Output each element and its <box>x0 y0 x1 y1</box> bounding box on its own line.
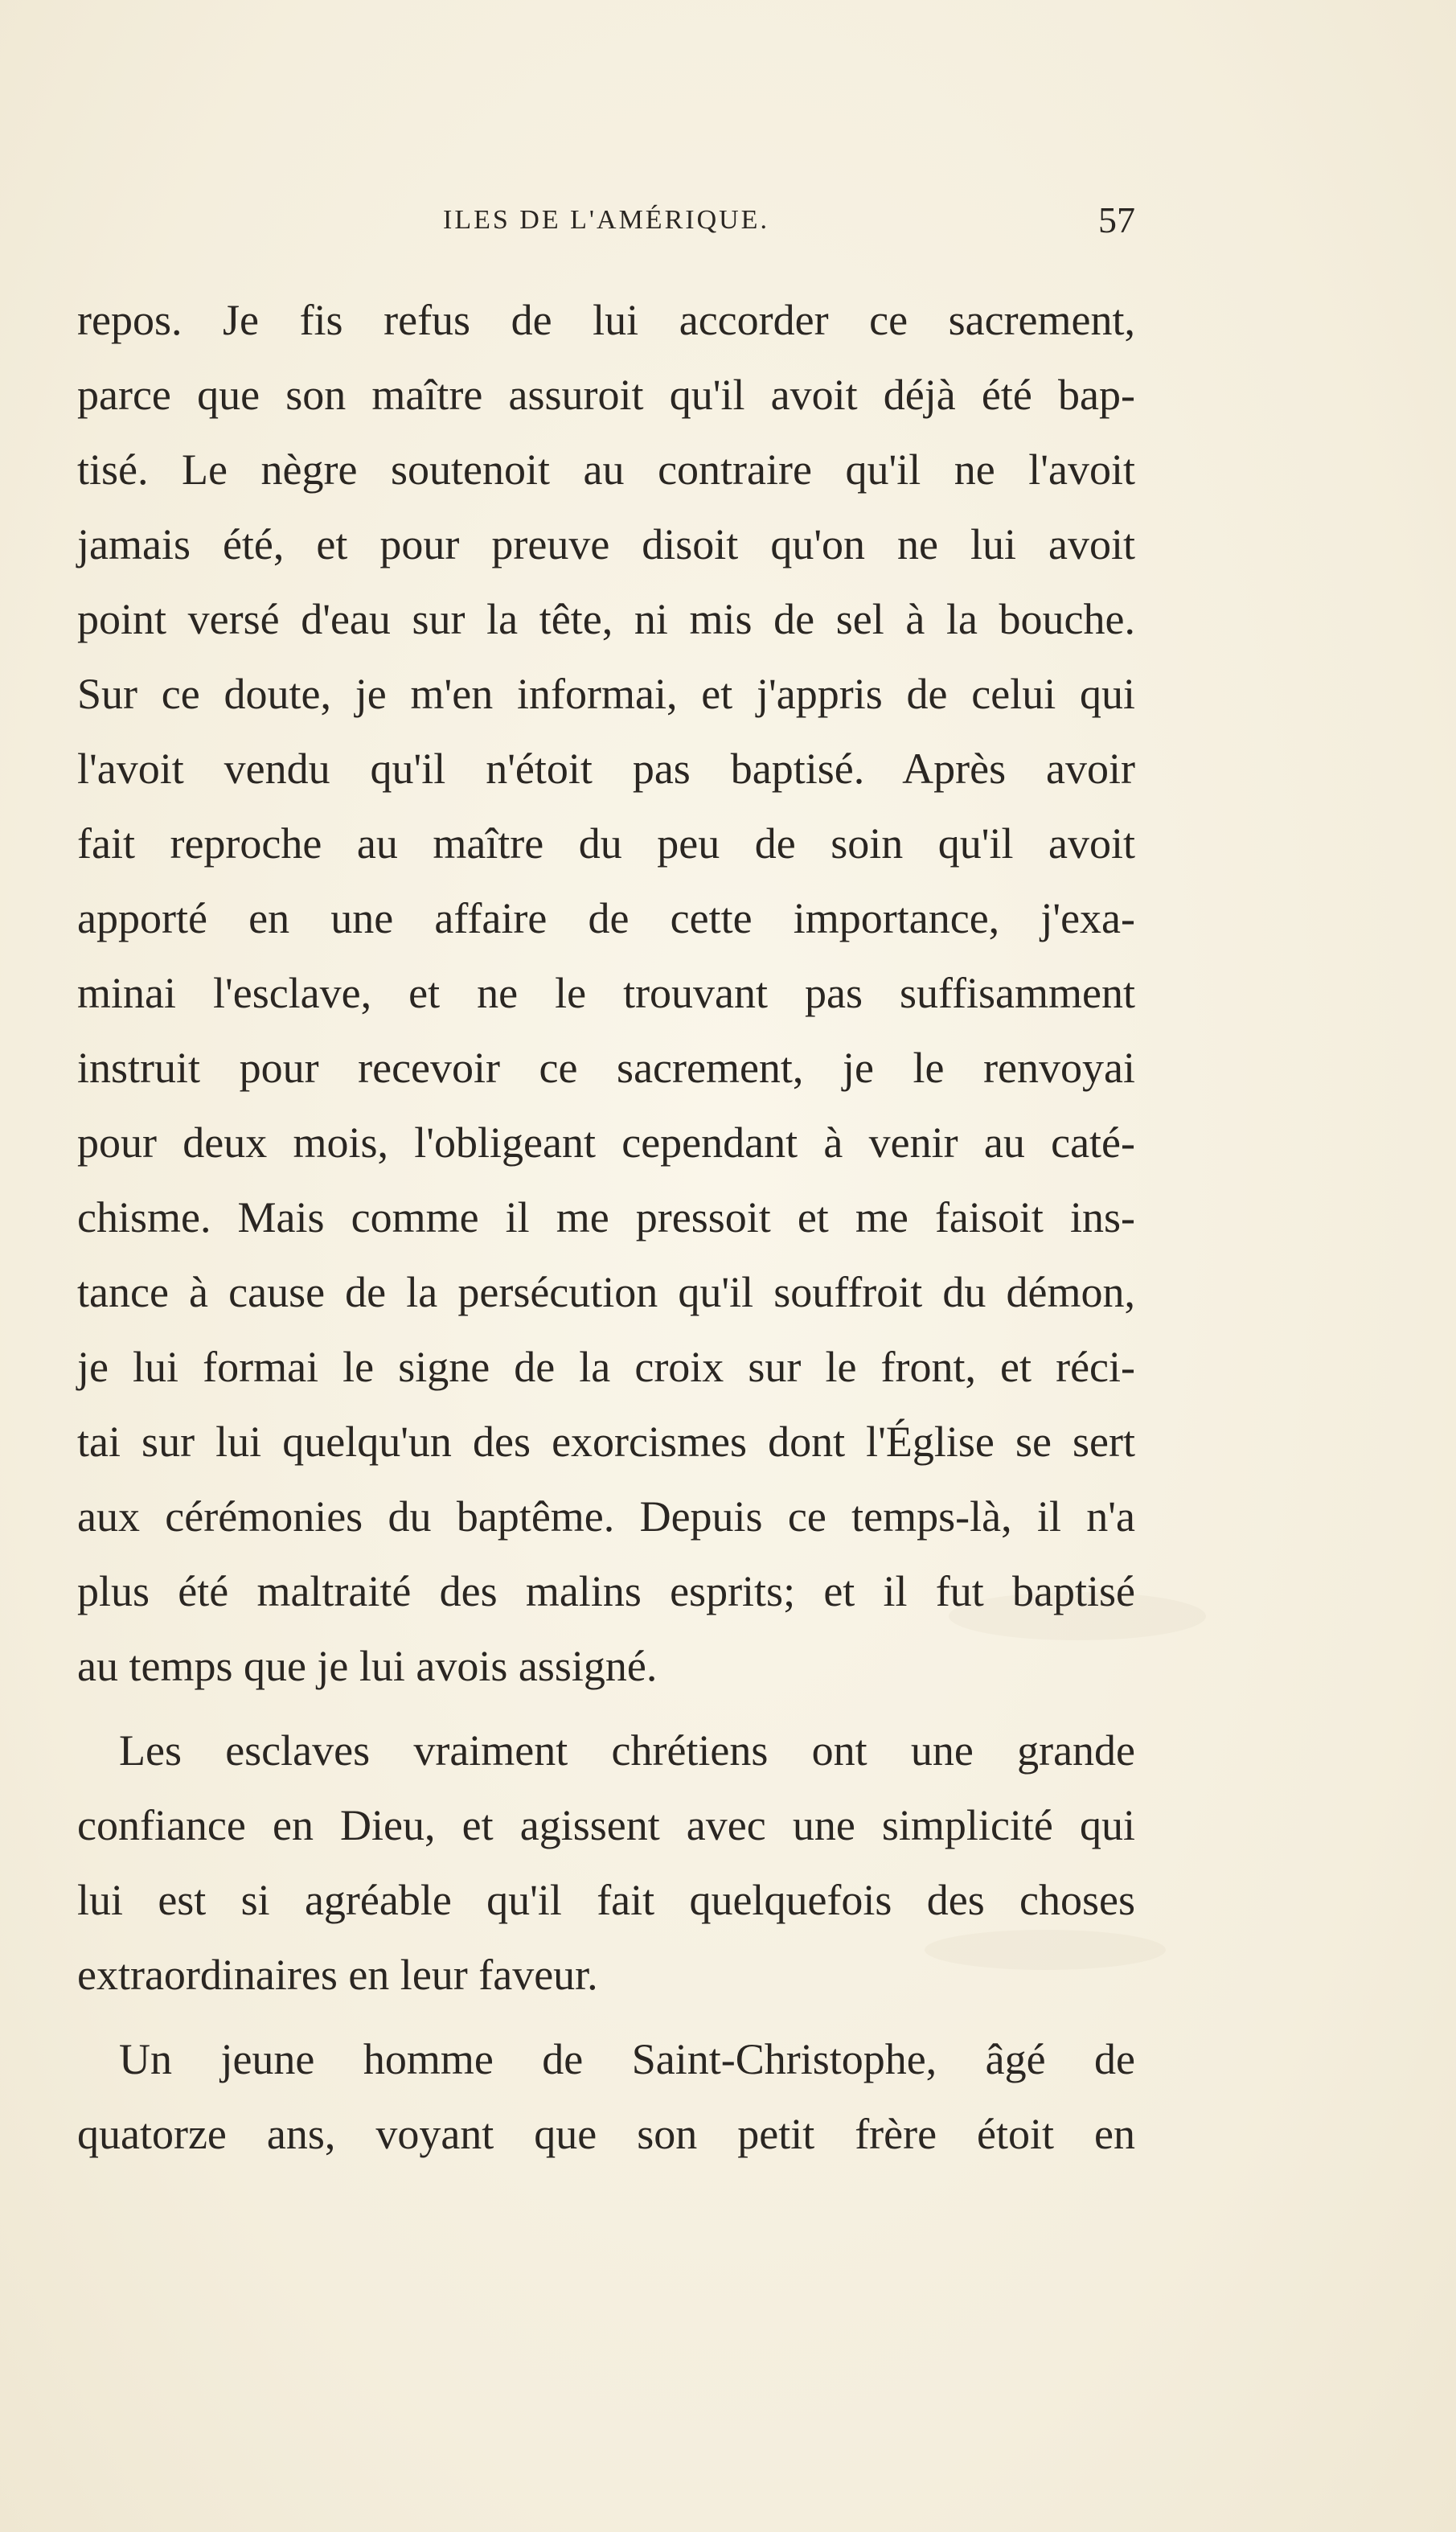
text-line: lui est si agréable qu'il fait quelquefois des choses <box>77 1876 1135 1924</box>
page-number: 57 <box>1098 199 1135 240</box>
text-line: aux cérémonies du baptême. Depuis ce temps-là, il n'a <box>77 1492 1135 1541</box>
text-line: je lui formai le signe de la croix sur le front, et réci- <box>77 1343 1135 1391</box>
text-line: tance à cause de la persécution qu'il souffroit du démon, <box>77 1268 1135 1316</box>
running-head: ILES DE L'AMÉRIQUE. <box>443 205 769 235</box>
text-line: parce que son maître assuroit qu'il avoit déjà été bap- <box>77 371 1135 419</box>
text-line: l'avoit vendu qu'il n'étoit pas baptisé. Après avoir <box>77 745 1135 793</box>
text-line: plus été maltraité des malins esprits; et il fut baptisé <box>77 1567 1135 1615</box>
body-text <box>77 283 1135 2172</box>
text-line: chisme. Mais comme il me pressoit et me faisoit ins- <box>77 1193 1135 1241</box>
text-line: Sur ce doute, je m'en informai, et j'appris de celui qui <box>77 670 1135 718</box>
text-line: fait reproche au maître du peu de soin qu'il avoit <box>77 819 1135 868</box>
text-line: quatorze ans, voyant que son petit frère étoit en <box>77 2110 1135 2158</box>
text-line: Un jeune homme de Saint-Christophe, âgé de <box>119 2035 1135 2083</box>
text-line: tai sur lui quelqu'un des exorcismes dont l'Église se sert <box>77 1418 1135 1466</box>
page-header <box>77 199 1135 253</box>
text-line: jamais été, et pour preuve disoit qu'on ne lui avoit <box>77 520 1135 568</box>
text-line: repos. Je fis refus de lui accorder ce sacrement, <box>77 296 1135 344</box>
text-line: extraordinaires en leur faveur. <box>77 1951 598 1999</box>
text-line: Les esclaves vraiment chrétiens ont une grande <box>119 1726 1135 1775</box>
text-line: pour deux mois, l'obligeant cependant à venir au caté- <box>77 1118 1135 1167</box>
text-line: tisé. Le nègre soutenoit au contraire qu'il ne l'avoit <box>77 445 1135 494</box>
text-line: instruit pour recevoir ce sacrement, je le renvoyai <box>77 1044 1135 1092</box>
text-line: minai l'esclave, et ne le trouvant pas suffisamment <box>77 969 1135 1017</box>
text-line: apporté en une affaire de cette importance, j'exa- <box>77 894 1135 942</box>
text-line: point versé d'eau sur la tête, ni mis de sel à la bouche. <box>77 595 1135 643</box>
text-line: au temps que je lui avois assigné. <box>77 1642 658 1690</box>
text-line: confiance en Dieu, et agissent avec une simplicité qui <box>77 1801 1135 1849</box>
